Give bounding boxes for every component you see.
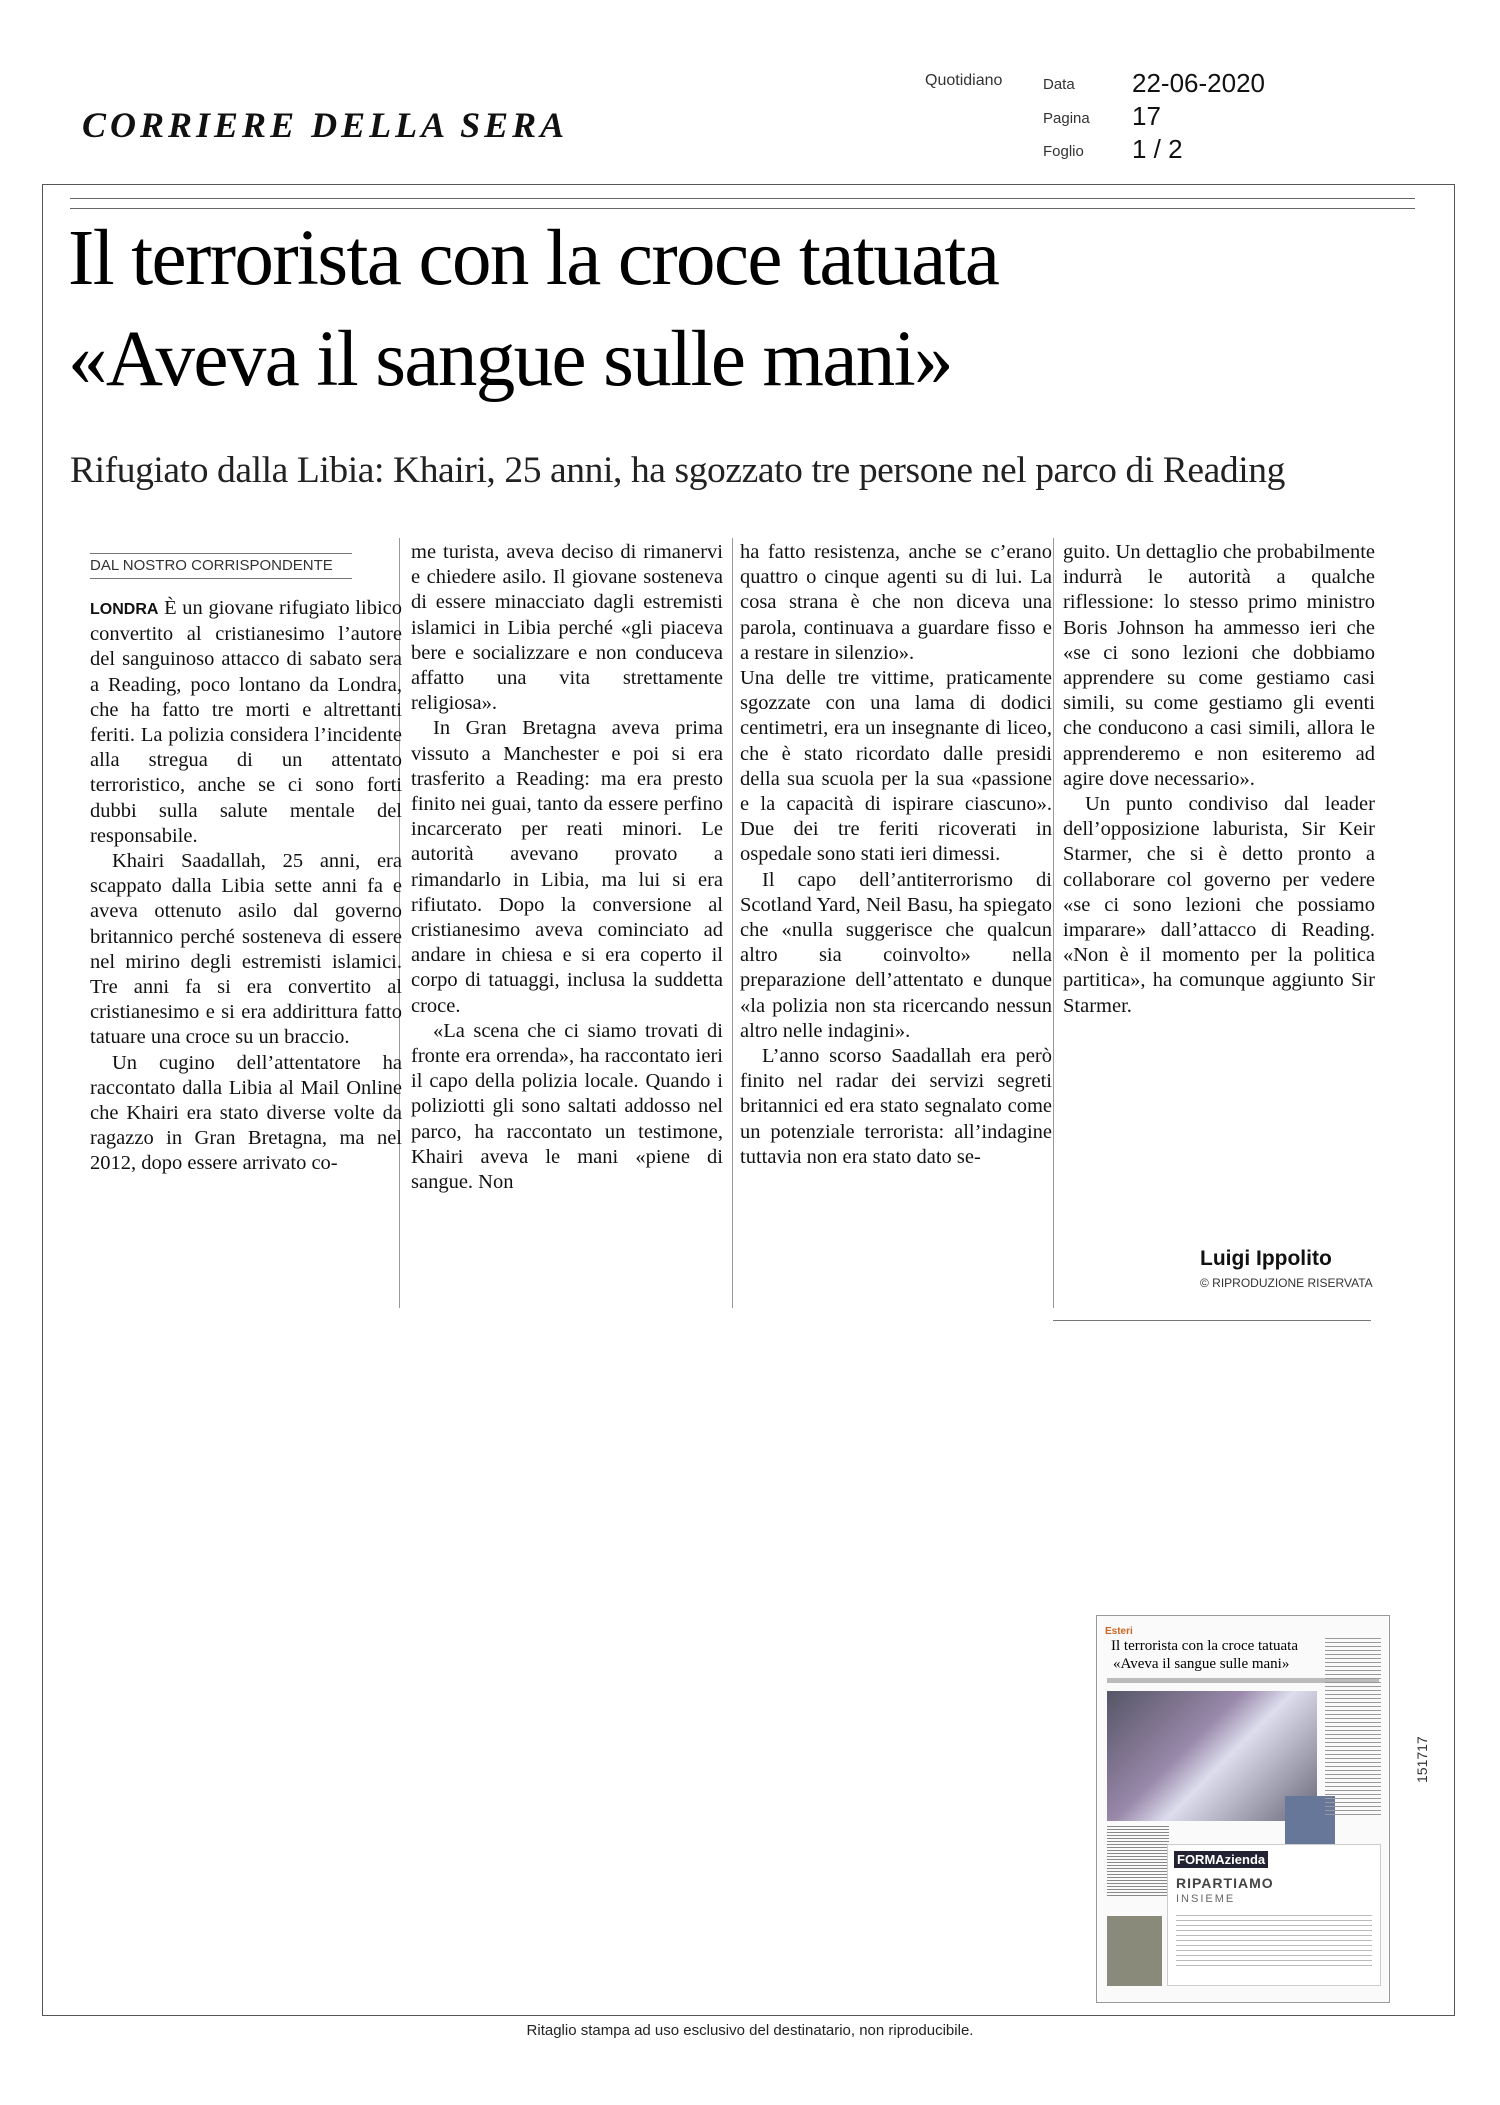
paragraph: me turista, aveva deciso di rimanervi e chiedere asilo. Il giovane sosteneva di essere minacciato dagli estremisti islamici in Libia perché «gli piaceva bere e socializzare e non conduceva affatto una vita strettamente religiosa». <box>411 541 723 715</box>
paragraph: Khairi Saadallah, 25 anni, era scappato dalla Libia sette anni fa e aveva ottenuto asilo dal governo britannico perché sosteneva di essere nel mirino degli estremisti islamici. Tre anni fa si era convertito al cristianesimo e si era addirittura fatto tatuare una croce su un braccio. <box>90 850 402 1049</box>
paragraph: L’anno scorso Saadallah era però finito nel radar dei servizi segreti britannici ed era stato segnalato come un potenziale terrorista: all’indagine tuttavia non era stato dato se- <box>740 1045 1052 1168</box>
column-separator <box>1053 538 1054 1308</box>
paragraph: È un giovane rifugiato libico convertito al cristianesimo l’autore del sanguinoso attacco di sabato sera a Reading, poco lontano da Londra, che ha fatto tre morti e altrettanti feriti. La polizia considera l’incidente alla stregua di un attentato terroristico, anche se ci sono forti dubbi sulla salute mentale del responsabile. <box>90 597 402 847</box>
thumbnail-section: Esteri <box>1105 1626 1133 1637</box>
meta-label-sheet: Foglio <box>1043 143 1084 160</box>
paragraph: Un punto condiviso dal leader dell’opposizione laburista, Sir Keir Starmer, che si è detto pronto a collaborare col governo per vedere «se ci sono lezioni che possiamo imparare» dall’attacco di Reading. «Non è il momento per la politica partitica», ha comunque aggiunto Sir Starmer. <box>1063 793 1375 1017</box>
paragraph: Un cugino dell’attentatore ha raccontato dalla Libia al Mail Online che Khairi era stato diverse volte da ragazzo in Gran Bretagna, ma nel 2012, dopo essere arrivato co- <box>90 1051 402 1175</box>
advert-brand: FORMAzienda <box>1174 1851 1268 1868</box>
meta-value-page: 17 <box>1132 101 1161 131</box>
page-thumbnail <box>1096 1615 1390 2003</box>
column-separator <box>732 538 733 1308</box>
top-rule <box>70 198 1415 199</box>
dateline: LONDRA <box>90 601 159 618</box>
headline-line-2: «Aveva il sangue sulle mani» <box>68 316 952 403</box>
thumbnail-side-column <box>1325 1638 1381 1818</box>
meta-label-date: Data <box>1043 76 1075 93</box>
article-column-3 <box>740 540 1052 1170</box>
paragraph: guito. Un dettaglio che probabilmente indurrà le autorità a qualche riflessione: lo stesso primo ministro Boris Johnson ha ammesso ieri che «se ci sono lezioni che dobbiamo apprendere su come gestiamo casi simili, su come gestiamo gli eventi che conducono a casi simili, allora le apprenderemo e non esiteremo ad agire dove necessario». <box>1063 541 1375 790</box>
subheadline: Rifugiato dalla Libia: Khairi, 25 anni, ha sgozzato tre persone nel parco di Reading <box>70 450 1285 491</box>
paragraph: Una delle tre vittime, praticamente sgozzate con una lama di dodici centimetri, era un insegnante di liceo, che è stato ricordato dalle presidi della sua scuola per la sua «passione e la capacità di ispirare ciascuno». Due dei tre feriti ricoverati in ospedale sono stati ieri dimessi. <box>740 667 1052 866</box>
masthead: CORRIERE DELLA SERA <box>82 105 569 145</box>
correspondent-kicker: DAL NOSTRO CORRISPONDENTE <box>90 553 352 579</box>
copyright-notice: © RIPRODUZIONE RISERVATA <box>1200 1276 1373 1290</box>
article-column-1 <box>90 596 402 1177</box>
publication-type: Quotidiano <box>925 72 1003 89</box>
paragraph: «La scena che ci siamo trovati di fronte era orrenda», ha raccontato ieri il capo della polizia locale. Quando i poliziotti gli sono saltati addosso nel parco, ha raccontato un testimone, Khairi aveva le mani «piene di sangue. Non <box>411 1019 723 1194</box>
advert-body-lines <box>1176 1915 1372 1970</box>
thumbnail-title-2: «Aveva il sangue sulle mani» <box>1113 1656 1290 1672</box>
author-byline: Luigi Ippolito <box>1200 1247 1332 1270</box>
meta-value-sheet: 1 / 2 <box>1132 134 1183 164</box>
end-rule <box>1053 1320 1371 1321</box>
thumbnail-title-1: Il terrorista con la croce tatuata <box>1111 1638 1298 1654</box>
top-rule-2 <box>70 208 1415 209</box>
thumbnail-photo-lower <box>1107 1916 1162 1986</box>
article-column-2 <box>411 540 723 1195</box>
clipping-code: 151717 <box>1414 1736 1430 1783</box>
paragraph: Il capo dell’antiterrorismo di Scotland Yard, Neil Basu, ha spiegato che «nulla suggerisce che qualcun altro sia coinvolto» nella preparazione dell’attentato e dunque «la polizia non sta ricercando nessun altro nelle indagini». <box>740 868 1052 1042</box>
footer-disclaimer: Ritaglio stampa ad uso esclusivo del destinatario, non riproducibile. <box>526 2022 974 2039</box>
headline-line-1: Il terrorista con la croce tatuata <box>68 215 999 302</box>
paragraph: In Gran Bretagna aveva prima vissuto a Manchester e poi si era trasferito a Reading: ma era presto finito nei guai, tanto da essere perfino incarcerato per reati minori. Le autorità avevano provato a rimandarlo in Libia, ma lui si era rifiutato. Dopo la conversione al cristianesimo aveva cominciato ad andare in chiesa e si era coperto il corpo di tatuaggi, inclusa la suddetta croce. <box>411 717 723 1017</box>
paragraph: ha fatto resistenza, anche se c’erano quattro o cinque agenti su di lui. La cosa strana è che non diceva una parola, continuava a guardare fisso e a restare in silenzio». <box>740 541 1052 664</box>
article-column-4 <box>1063 540 1375 1019</box>
thumbnail-text-column <box>1107 1826 1169 1896</box>
thumbnail-advert <box>1167 1844 1381 1986</box>
advert-line-1: RIPARTIAMO <box>1176 1875 1274 1891</box>
advert-line-2: INSIEME <box>1176 1893 1236 1905</box>
meta-value-date: 22-06-2020 <box>1132 68 1265 98</box>
meta-label-page: Pagina <box>1043 110 1090 127</box>
